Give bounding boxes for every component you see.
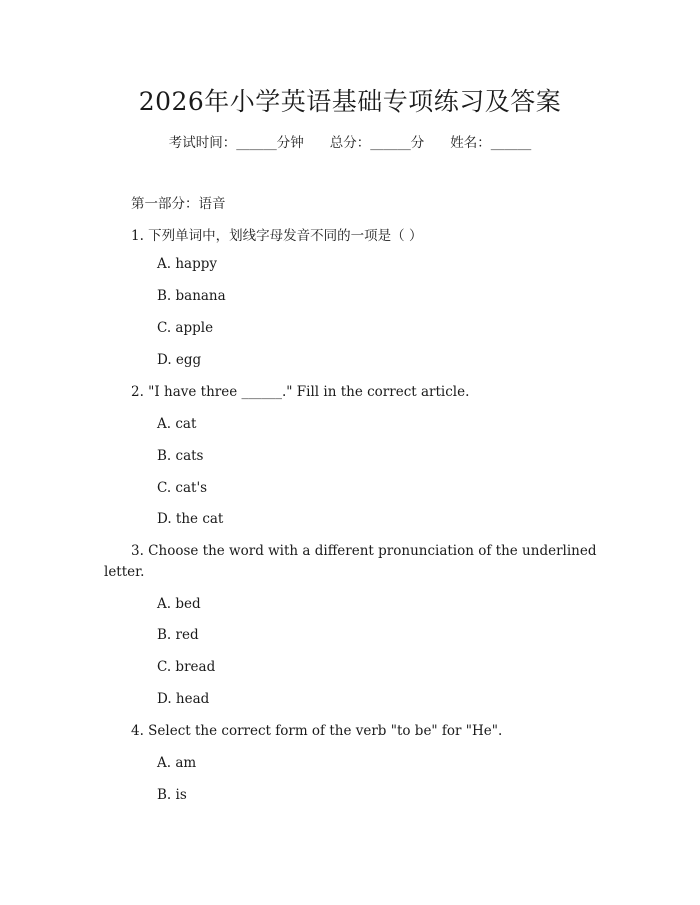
q3-option-d: D. head (157, 691, 210, 707)
question-3: 3. Choose the word with a different pronunciation of the underlined (131, 543, 597, 559)
q3-option-a: A. bed (157, 596, 201, 612)
q2-option-d: D. the cat (157, 511, 224, 527)
question-2: 2. "I have three ______." Fill in the correct article. (131, 384, 470, 400)
section-heading: 第一部分：语音 (131, 196, 226, 212)
q1-option-c: C. apple (157, 320, 214, 336)
question-1: 1. 下列单词中，划线字母发音不同的一项是（ ） (131, 228, 423, 244)
question-4: 4. Select the correct form of the verb "to be" for "He". (131, 723, 503, 739)
exam-meta (0, 131, 700, 151)
exam-time-field: 考试时间：______分钟 (168, 135, 304, 151)
q2-option-b: B. cats (157, 448, 204, 464)
q2-option-a: A. cat (157, 416, 197, 432)
student-name-field: 姓名：______ (450, 135, 532, 151)
q3-option-b: B. red (157, 627, 199, 643)
q3-option-c: C. bread (157, 659, 216, 675)
q1-option-b: B. banana (157, 288, 226, 304)
total-score-field: 总分：______分 (329, 135, 425, 151)
q2-option-c: C. cat's (157, 480, 208, 496)
q4-option-a: A. am (157, 755, 197, 771)
page-title: 2026年小学英语基础专项练习及答案 (138, 87, 562, 116)
question-3-continued: letter. (104, 564, 145, 580)
q4-option-b: B. is (157, 787, 187, 803)
q1-option-a: A. happy (157, 256, 217, 272)
q1-option-d: D. egg (157, 352, 202, 368)
